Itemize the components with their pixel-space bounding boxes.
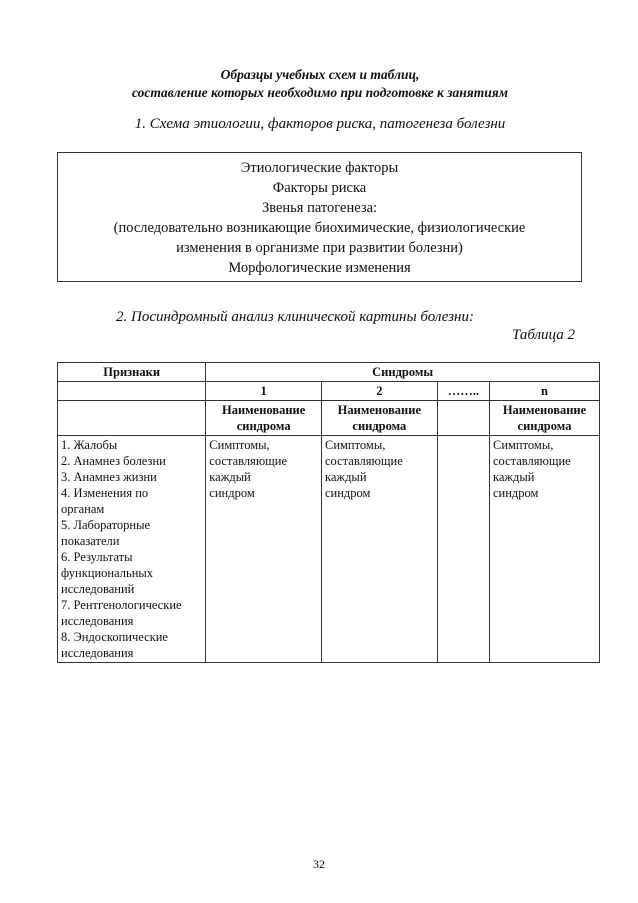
scheme-line: Этиологические факторы — [240, 160, 399, 176]
syndrome-number: 2 — [322, 382, 438, 401]
symptoms-text: Симптомы, — [325, 438, 386, 452]
sign-item: 7. Рентгенологические — [61, 598, 182, 612]
document-title-line-1: Образцы учебных схем и таблиц, — [220, 67, 420, 82]
scheme-line: изменения в организме при развитии болезни) — [176, 240, 463, 256]
syndrome-analysis-table — [57, 362, 600, 663]
symptoms-cell — [206, 436, 322, 663]
sign-item: исследования — [61, 614, 134, 628]
sign-item: показатели — [61, 534, 120, 548]
symptoms-text: Симптомы, — [492, 438, 554, 452]
symptoms-text: составляющие — [209, 454, 288, 468]
scheme-line: Факторы риска — [272, 180, 367, 196]
syndrome-name-text: синдрома — [352, 419, 407, 433]
table-caption: Таблица 2 — [512, 327, 575, 343]
syndrome-number: n — [489, 382, 599, 401]
sign-item: 8. Эндоскопические — [61, 630, 168, 644]
sign-item: функциональных — [61, 566, 154, 580]
symptoms-text: каждый — [492, 470, 535, 484]
sign-item: 3. Анамнез жизни — [61, 470, 157, 484]
scheme-line: Морфологические изменения — [228, 260, 411, 276]
sign-item: 5. Лабораторные — [61, 518, 151, 532]
scheme-line: (последовательно возникающие биохимические, физиологические — [113, 220, 526, 236]
symptoms-cell — [489, 436, 599, 663]
etiology-scheme-box — [57, 152, 582, 282]
table-header-row — [58, 363, 600, 382]
table-cell — [58, 382, 206, 401]
symptoms-text: каждый — [325, 470, 367, 484]
syndrome-name-cell — [322, 401, 438, 436]
syndrome-name-text: синдрома — [517, 419, 572, 433]
syndrome-name-cell — [206, 401, 322, 436]
table-body-row — [58, 436, 600, 663]
syndrome-name-text: Наименование — [221, 403, 306, 417]
symptoms-text: составляющие — [325, 454, 403, 468]
syndrome-number-row — [58, 382, 600, 401]
section-1-title: 1. Схема этиологии, факторов риска, патогенеза болезни — [134, 116, 506, 132]
syndrome-name-text: Наименование — [502, 403, 587, 417]
section-2-title: 2. Посиндромный анализ клинической картины болезни: — [116, 309, 474, 325]
symptoms-text: синдром — [209, 486, 255, 500]
syndrome-number: 1 — [206, 382, 322, 401]
sign-item: исследования — [61, 646, 134, 660]
table-cell — [437, 436, 489, 663]
syndrome-name-text: синдрома — [236, 419, 291, 433]
signs-cell — [58, 436, 206, 663]
sign-item: 6. Результаты — [61, 550, 133, 564]
syndrome-name-row — [58, 401, 600, 436]
sign-item: органам — [61, 502, 105, 516]
syndrome-number: …….. — [437, 382, 489, 401]
table-cell — [58, 401, 206, 436]
sign-item: исследований — [61, 582, 135, 596]
scheme-line: Звенья патогенеза: — [261, 200, 378, 216]
column-header-signs: Признаки — [58, 363, 206, 382]
symptoms-cell — [322, 436, 438, 663]
symptoms-text: Симптомы, — [209, 438, 270, 452]
symptoms-text: синдром — [492, 486, 539, 500]
page-number: 32 — [313, 857, 325, 871]
table-cell — [437, 401, 489, 436]
sign-item: 4. Изменения по — [61, 486, 149, 500]
symptoms-text: составляющие — [492, 454, 571, 468]
symptoms-text: каждый — [209, 470, 251, 484]
sign-item: 2. Анамнез болезни — [61, 454, 166, 468]
syndrome-name-cell — [489, 401, 599, 436]
column-header-syndromes: Синдромы — [206, 363, 600, 382]
syndrome-name-text: Наименование — [337, 403, 422, 417]
document-title-line-2: составление которых необходимо при подготовке к занятиям — [132, 85, 508, 100]
sign-item: 1. Жалобы — [61, 438, 118, 452]
symptoms-text: синдром — [325, 486, 371, 500]
